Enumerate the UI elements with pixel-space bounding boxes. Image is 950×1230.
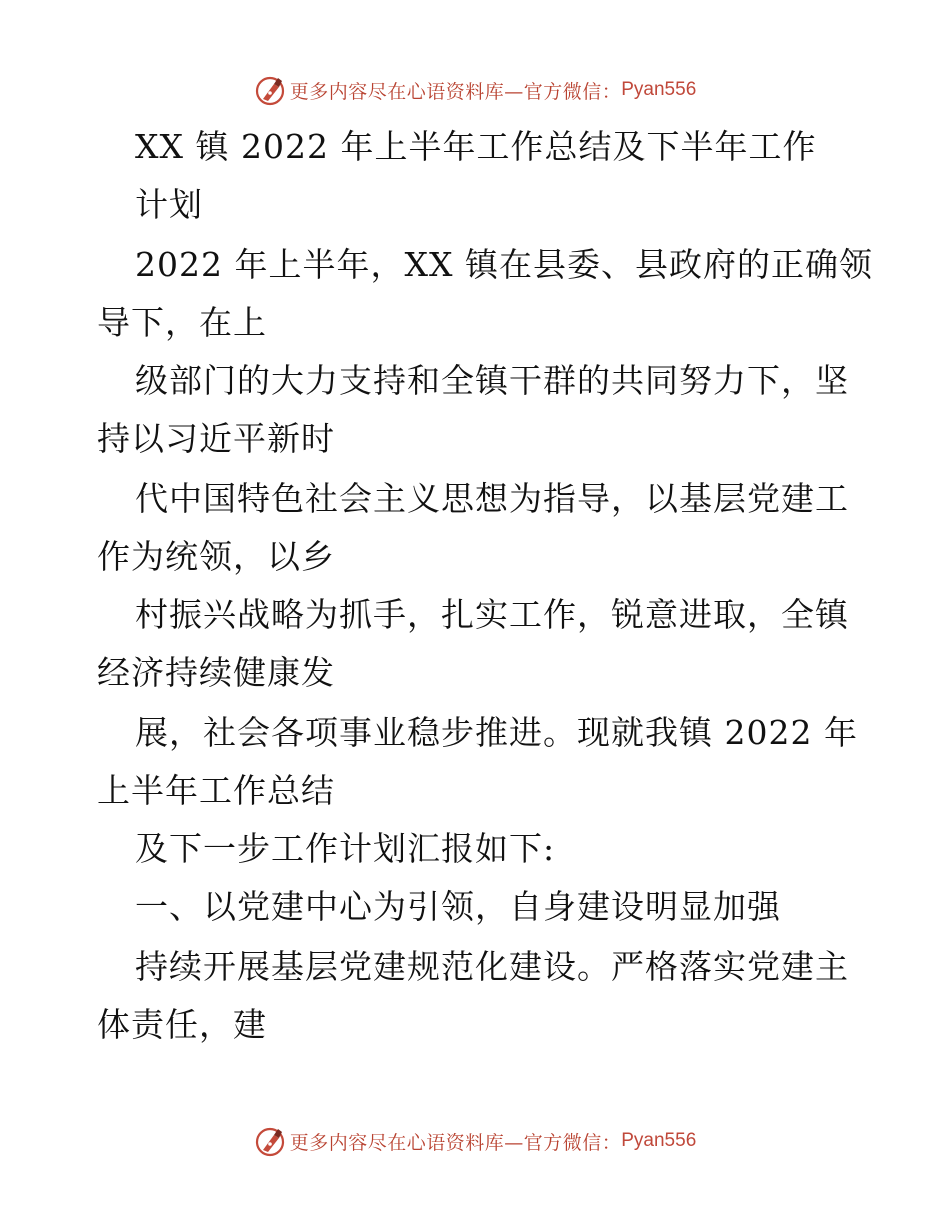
paragraph-line: 作为统领，以乡 (97, 537, 335, 576)
pen-nib-logo-icon (254, 74, 286, 106)
wechat-id: Pyan556 (621, 79, 697, 100)
paragraph-line: 展，社会各项事业稳步推进。现就我镇 2022 年 (135, 713, 858, 752)
paragraph-line: 上半年工作总结 (97, 771, 335, 810)
paragraph-line: 导下，在上 (97, 303, 267, 342)
wechat-id: Pyan556 (621, 1130, 697, 1151)
paragraph-line: 持以习近平新时 (97, 419, 335, 458)
footer-watermark-banner (0, 1121, 950, 1161)
header-watermark-banner (0, 70, 950, 110)
document-title-line-2: 计划 (135, 185, 203, 224)
paragraph-line: 体责任，建 (97, 1005, 267, 1044)
paragraph-line: 级部门的大力支持和全镇干群的共同努力下，坚 (135, 361, 849, 400)
paragraph-line: 及下一步工作计划汇报如下: (135, 829, 556, 868)
watermark-text: 更多内容尽在心语资料库—官方微信： (289, 80, 622, 103)
document-title-line-1: XX 镇 2022 年上半年工作总结及下半年工作 (135, 127, 817, 166)
paragraph-line: 经济持续健康发 (97, 653, 335, 692)
paragraph-line: 村振兴战略为抓手，扎实工作，锐意进取，全镇 (135, 595, 849, 634)
paragraph-line: 持续开展基层党建规范化建设。严格落实党建主 (135, 947, 849, 986)
pen-nib-logo-icon (254, 1125, 286, 1157)
paragraph-line: 2022 年上半年，XX 镇在县委、县政府的正确领 (135, 245, 873, 284)
paragraph-line: 代中国特色社会主义思想为指导，以基层党建工 (135, 479, 849, 518)
watermark-text: 更多内容尽在心语资料库—官方微信： (289, 1131, 622, 1154)
section-heading: 一、以党建中心为引领，自身建设明显加强 (135, 887, 781, 926)
